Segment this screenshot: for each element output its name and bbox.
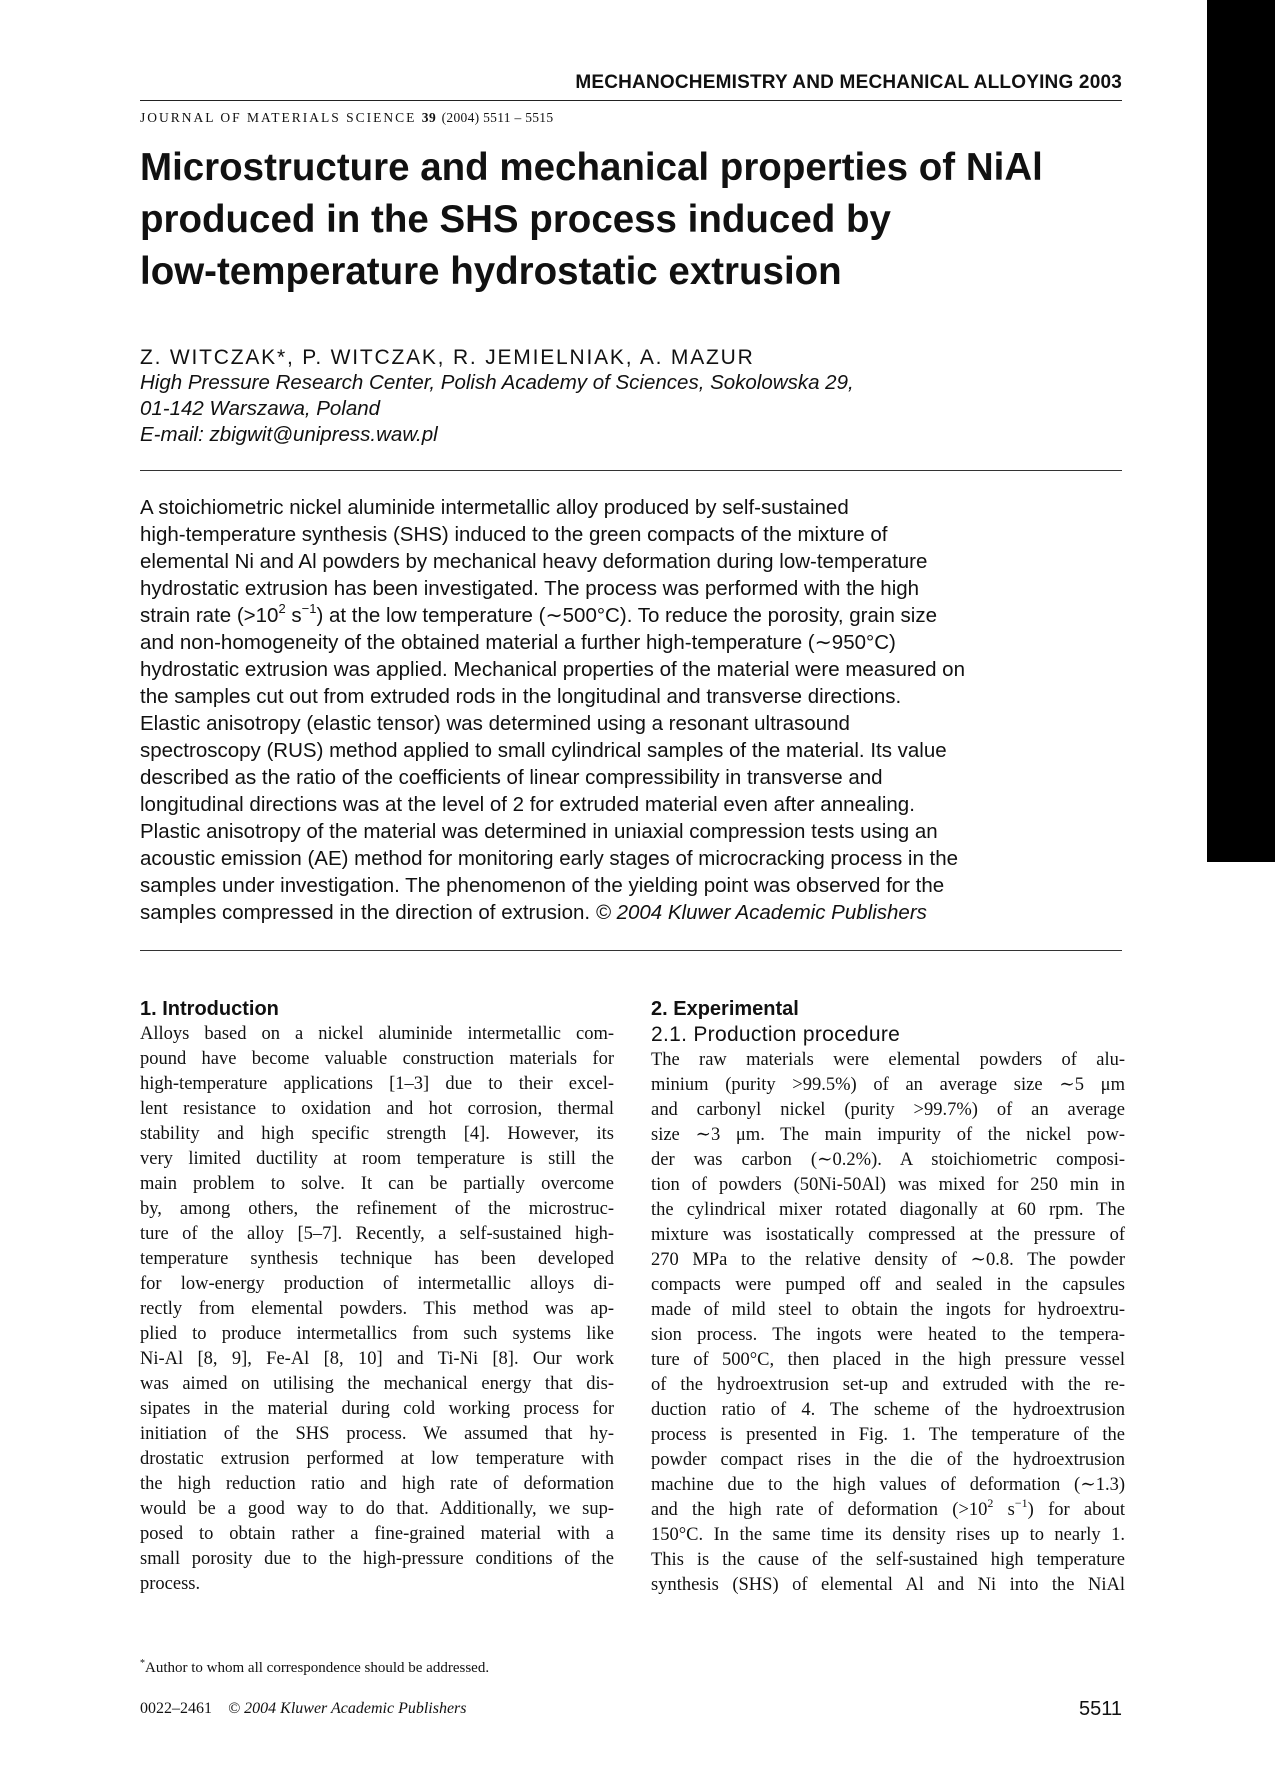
- affiliation-line: 01-142 Warszawa, Poland: [140, 397, 381, 420]
- text-line: The raw materials were elemental powders of alu-: [651, 1050, 1125, 1070]
- text-line: the cylindrical mixer rotated diagonally at 60 rpm. The: [651, 1200, 1125, 1220]
- abstract-line: high-temperature synthesis (SHS) induced to the green compacts of the mixture of: [140, 523, 888, 546]
- page-edge-bar: [1207, 0, 1275, 862]
- text-line: and carbonyl nickel (purity >99.7%) of an average: [651, 1100, 1125, 1120]
- footnote: [140, 1658, 489, 1677]
- footer-info: [140, 1700, 467, 1718]
- text-line: ture of 500°C, then placed in the high pressure vessel: [651, 1350, 1125, 1370]
- superscript: 2: [987, 1495, 994, 1510]
- text-line: der was carbon (∼0.2%). A stoichiometric composi-: [651, 1150, 1125, 1170]
- title-line: Microstructure and mechanical properties of NiAl: [140, 146, 1043, 189]
- series-heading: MECHANOCHEMISTRY AND MECHANICAL ALLOYING 2003: [575, 72, 1122, 93]
- text-line: ture of the alloy [5–7]. Recently, a self-sustained high-: [140, 1224, 614, 1244]
- text-line: temperature synthesis technique has been developed: [140, 1249, 614, 1269]
- text-line: initiation of the SHS process. We assumed that hy-: [140, 1424, 614, 1444]
- text-line: drostatic extrusion performed at low temperature with: [140, 1449, 614, 1469]
- footer-copyright: © 2004 Kluwer Academic Publishers: [228, 1700, 467, 1717]
- superscript: −1: [1014, 1495, 1028, 1510]
- abstract-copyright: © 2004 Kluwer Academic Publishers: [595, 901, 927, 924]
- journal-volume: 39: [421, 110, 437, 125]
- affiliation-line: High Pressure Research Center, Polish Academy of Sciences, Sokolowska 29,: [140, 371, 854, 394]
- abstract-line: acoustic emission (AE) method for monitoring early stages of microcracking process in the: [140, 847, 959, 870]
- right-column: [651, 996, 1125, 1598]
- abstract-line: [140, 602, 1130, 629]
- text-line: main problem to solve. It can be partially overcome: [140, 1174, 614, 1194]
- footnote-mark: *: [140, 1658, 145, 1669]
- text-line: would be a good way to do that. Additionally, we sup-: [140, 1499, 614, 1519]
- text-line: by, among others, the refinement of the microstruc-: [140, 1199, 614, 1219]
- left-column: [140, 996, 614, 1597]
- text-line: stability and high specific strength [4]. However, its: [140, 1124, 614, 1144]
- text-line: the high reduction ratio and high rate of deformation: [140, 1474, 614, 1494]
- text-line: powder compact rises in the die of the hydroextrusion: [651, 1450, 1125, 1470]
- text-line: mixture was isostatically compressed at the pressure of: [651, 1225, 1125, 1245]
- text-line: for low-energy production of intermetallic alloys di-: [140, 1274, 614, 1294]
- text-line: duction ratio of 4. The scheme of the hydroextrusion: [651, 1400, 1125, 1420]
- text-line: tion of powders (50Ni-50Al) was mixed for 250 min in: [651, 1175, 1125, 1195]
- abstract-line: longitudinal directions was at the level of 2 for extruded material even after annealing.: [140, 793, 915, 816]
- text-line: plied to produce intermetallics from such systems like: [140, 1324, 614, 1344]
- abstract-line: samples under investigation. The phenomenon of the yielding point was observed for the: [140, 874, 945, 897]
- text-line: size ∼3 μm. The main impurity of the nickel pow-: [651, 1125, 1125, 1145]
- body-text: s: [993, 1500, 1015, 1520]
- affiliation-line: E-mail: zbigwit@unipress.waw.pl: [140, 423, 438, 446]
- abstract-line: Elastic anisotropy (elastic tensor) was determined using a resonant ultrasound: [140, 712, 850, 735]
- text-line: process.: [140, 1574, 201, 1594]
- header-rule: [140, 100, 1122, 101]
- abstract-line: hydrostatic extrusion has been investigated. The process was performed with the high: [140, 577, 920, 600]
- abstract: [140, 494, 1130, 926]
- title-line: low-temperature hydrostatic extrusion: [140, 250, 842, 293]
- text-line: made of mild steel to obtain the ingots for hydroextru-: [651, 1300, 1125, 1320]
- text-line: process is presented in Fig. 1. The temperature of the: [651, 1425, 1125, 1445]
- text-line: Alloys based on a nickel aluminide intermetallic com-: [140, 1024, 614, 1044]
- abstract-top-rule: [140, 470, 1122, 471]
- journal-year-pages: (2004) 5511 – 5515: [441, 110, 554, 125]
- footnote-text: Author to whom all correspondence should be addressed.: [145, 1660, 490, 1676]
- article-title: [140, 142, 1140, 298]
- text-line: minium (purity >99.5%) of an average size ∼5 μm: [651, 1075, 1125, 1095]
- text-line: was aimed on utilising the mechanical energy that dis-: [140, 1374, 614, 1394]
- journal-name: JOURNAL OF MATERIALS SCIENCE: [140, 110, 417, 125]
- text-line: Ni-Al [8, 9], Fe-Al [8, 10] and Ti-Ni [8]. Our work: [140, 1349, 614, 1369]
- superscript: −1: [301, 601, 317, 617]
- text-line: machine due to the high values of deformation (∼1.3): [651, 1475, 1125, 1495]
- body-text: ) for about: [1027, 1500, 1126, 1520]
- abstract-line: the samples cut out from extruded rods in the longitudinal and transverse directions.: [140, 685, 902, 708]
- abstract-line: hydrostatic extrusion was applied. Mechanical properties of the material were measured on: [140, 658, 965, 681]
- text-line: compacts were pumped off and sealed in the capsules: [651, 1275, 1125, 1295]
- journal-citation: [140, 110, 553, 126]
- text-line: synthesis (SHS) of elemental Al and Ni into the NiAl: [651, 1575, 1125, 1595]
- abstract-line: described as the ratio of the coefficients of linear compressibility in transverse and: [140, 766, 883, 789]
- superscript: 2: [278, 601, 286, 617]
- text-line: sion process. The ingots were heated to the tempera-: [651, 1325, 1125, 1345]
- abstract-line: A stoichiometric nickel aluminide intermetallic alloy produced by self-sustained: [140, 496, 849, 519]
- text-line: [651, 1495, 1126, 1523]
- introduction-body: [140, 1022, 614, 1597]
- text-line: posed to obtain rather a fine-grained material with a: [140, 1524, 614, 1544]
- abstract-bottom-rule: [140, 950, 1122, 951]
- text-line: 270 MPa to the relative density of ∼0.8. The powder: [651, 1250, 1125, 1270]
- abstract-line: Plastic anisotropy of the material was determined in uniaxial compression tests using an: [140, 820, 938, 843]
- abstract-line: spectroscopy (RUS) method applied to small cylindrical samples of the material. Its value: [140, 739, 947, 762]
- text-line: sipates in the material during cold working process for: [140, 1399, 614, 1419]
- section-heading-introduction: 1. Introduction: [140, 998, 279, 1020]
- abstract-text: s: [285, 604, 302, 627]
- abstract-line: [140, 899, 1130, 926]
- abstract-text: ) at the low temperature (∼500°C). To reduce the porosity, grain size: [316, 604, 938, 627]
- subsection-heading-production: 2.1. Production procedure: [651, 1023, 901, 1046]
- text-line: small porosity due to the high-pressure conditions of the: [140, 1549, 614, 1569]
- text-line: pound have become valuable construction materials for: [140, 1049, 614, 1069]
- text-line: 150°C. In the same time its density rises up to nearly 1.: [651, 1525, 1125, 1545]
- text-line: rectly from elemental powders. This method was ap-: [140, 1299, 614, 1319]
- abstract-text: strain rate (>10: [140, 604, 279, 627]
- section-heading-experimental: 2. Experimental: [651, 998, 799, 1020]
- text-line: This is the cause of the self-sustained high temperature: [651, 1550, 1125, 1570]
- title-line: produced in the SHS process induced by: [140, 198, 891, 241]
- text-line: very limited ductility at room temperature is still the: [140, 1149, 614, 1169]
- text-line: high-temperature applications [1–3] due to their excel-: [140, 1074, 614, 1094]
- abstract-line: and non-homogeneity of the obtained material a further high-temperature (∼950°C): [140, 631, 896, 654]
- experimental-body: [651, 1048, 1125, 1598]
- experimental-lines: [651, 1048, 1125, 1498]
- body-text: and the high rate of deformation (>10: [651, 1500, 988, 1520]
- page-number: 5511: [1078, 1698, 1122, 1720]
- issn: 0022–2461: [140, 1700, 212, 1717]
- authors: Z. WITCZAK*, P. WITCZAK, R. JEMIELNIAK, A. MAZUR: [140, 346, 755, 369]
- text-line: of the hydroextrusion set-up and extruded with the re-: [651, 1375, 1125, 1395]
- affiliation: [140, 370, 854, 448]
- text-line: lent resistance to oxidation and hot corrosion, thermal: [140, 1099, 614, 1119]
- abstract-text: samples compressed in the direction of extrusion.: [140, 901, 596, 924]
- abstract-line: elemental Ni and Al powders by mechanical heavy deformation during low-temperature: [140, 550, 928, 573]
- experimental-lines: [651, 1523, 1125, 1598]
